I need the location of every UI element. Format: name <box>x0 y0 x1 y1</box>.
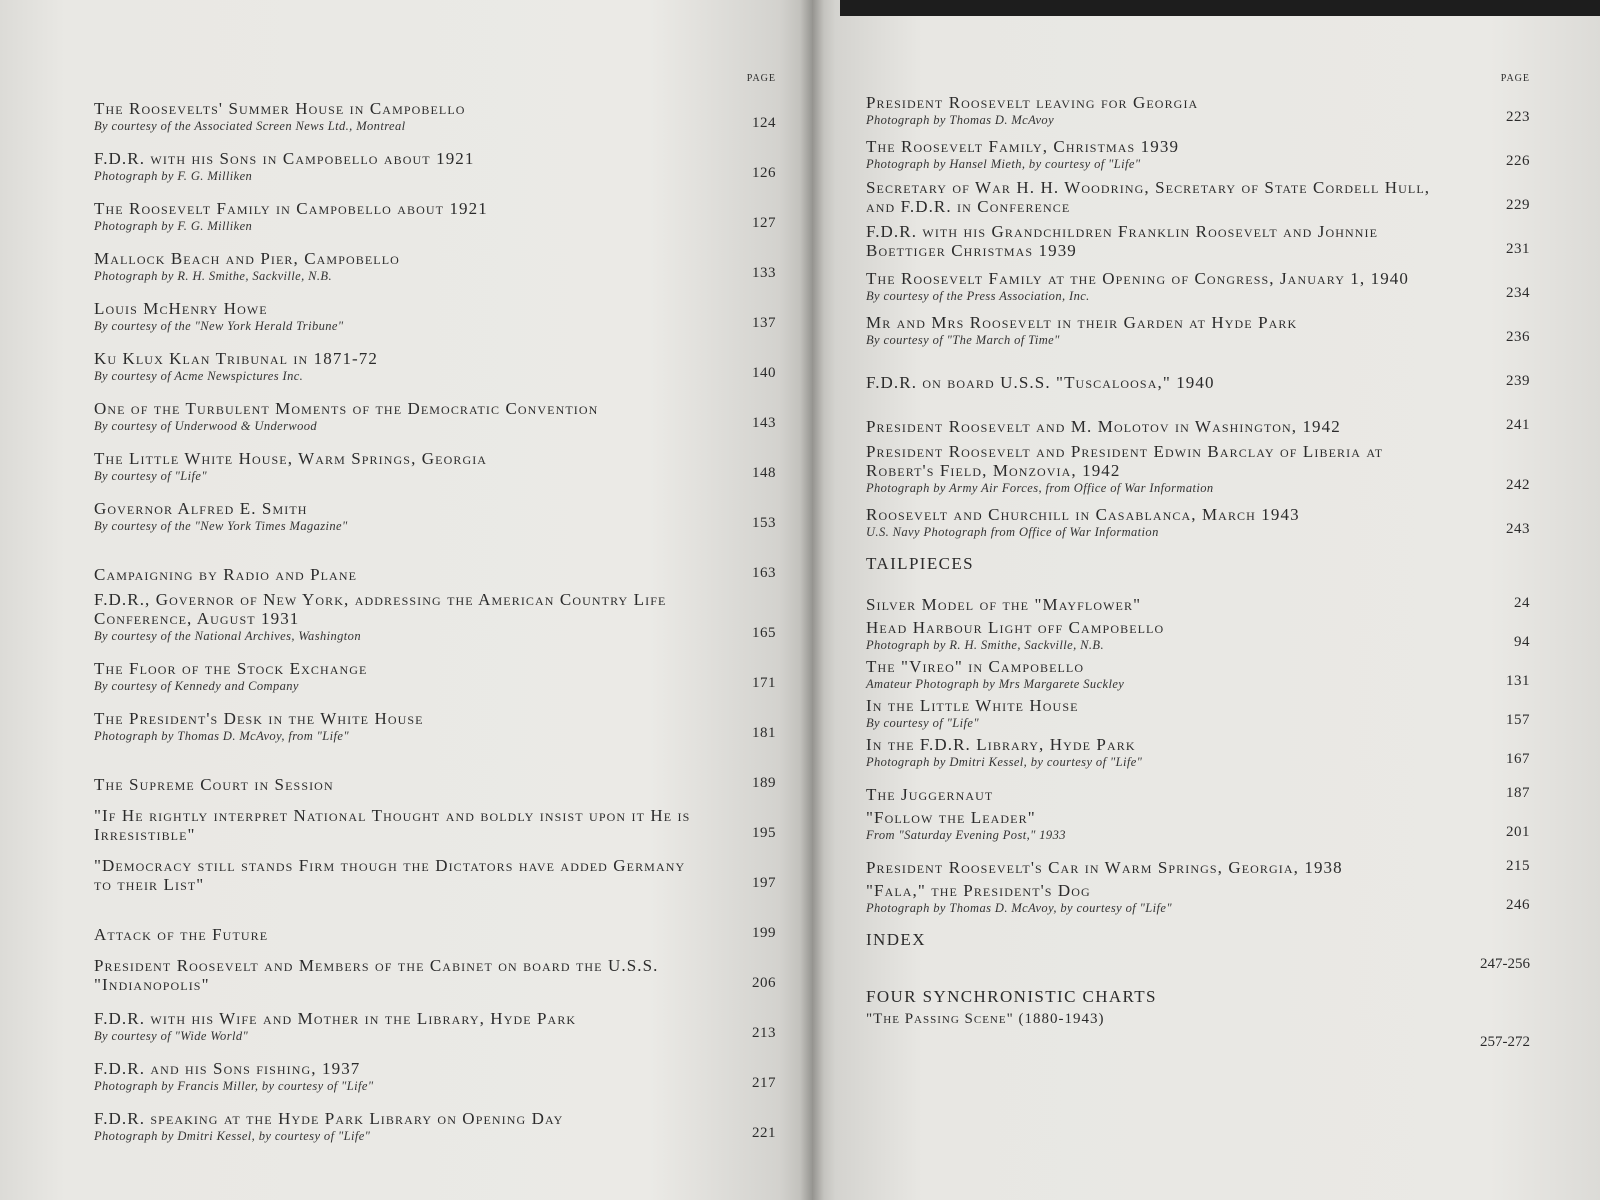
entry-title: Campaigning by Radio and Plane <box>94 565 358 584</box>
contents-entry <box>866 90 1530 128</box>
entry-text <box>866 313 1486 348</box>
entry-text <box>94 1009 732 1044</box>
contents-entry <box>94 290 776 334</box>
contents-entry <box>866 618 1530 653</box>
entry-credit: By courtesy of "The March of Time" <box>866 333 1060 347</box>
contents-entry <box>94 800 776 844</box>
entry-credit: U.S. Navy Photograph from Office of War Information <box>866 525 1159 539</box>
entry-page-number: 241 <box>1506 417 1530 433</box>
entry-page-number: 189 <box>752 775 776 791</box>
entry-title: The Roosevelt Family, Christmas 1939 <box>866 137 1180 156</box>
entry-title: F.D.R. with his Sons in Campobello about 1921 <box>94 149 475 168</box>
entry-text <box>866 735 1486 770</box>
entry-credit: By courtesy of the "New York Times Magazine" <box>94 519 348 533</box>
entry-page-number: 163 <box>752 565 776 581</box>
entry-title: Attack of the Future <box>94 925 269 944</box>
contents-entry <box>94 1100 776 1144</box>
entry-page-number: 24 <box>1514 595 1530 611</box>
contents-entry <box>866 847 1530 877</box>
contents-entry <box>866 774 1530 804</box>
entry-credit: From "Saturday Evening Post," 1933 <box>866 828 1066 842</box>
entry-page-number: 181 <box>752 725 776 741</box>
entry-page-number: 229 <box>1506 197 1530 213</box>
entry-title: Mr and Mrs Roosevelt in their Garden at Hyde Park <box>866 313 1298 332</box>
contents-entry <box>94 900 776 944</box>
contents-entry <box>94 850 776 894</box>
entry-text <box>866 417 1486 436</box>
entry-title: F.D.R. with his Wife and Mother in the Library, Hyde Park <box>94 1009 577 1028</box>
entry-page-number: 199 <box>752 925 776 941</box>
entry-credit: Photograph by R. H. Smithe, Sackville, N.B. <box>94 269 332 283</box>
entry-text <box>94 709 732 744</box>
entry-title: Louis McHenry Howe <box>94 299 268 318</box>
contents-entry <box>866 735 1530 770</box>
contents-entry <box>866 657 1530 692</box>
contents-entry <box>94 950 776 994</box>
entry-text <box>94 499 732 534</box>
contents-entry <box>866 442 1530 496</box>
entry-page-number: 131 <box>1506 673 1530 689</box>
entry-text <box>94 659 732 694</box>
entry-credit: Photograph by R. H. Smithe, Sackville, N.B. <box>866 638 1104 652</box>
entry-page-number: 140 <box>752 365 776 381</box>
entry-page-number: 215 <box>1506 858 1530 874</box>
book-cover-edge <box>840 0 1600 16</box>
entry-text <box>94 856 732 894</box>
contents-entry <box>866 808 1530 843</box>
entry-title: In the Little White House <box>866 696 1079 715</box>
entry-text <box>94 399 732 434</box>
page-column-header: page <box>746 70 776 85</box>
contents-entry <box>94 750 776 794</box>
entry-page-number: 126 <box>752 165 776 181</box>
entry-credit: Photograph by Thomas D. McAvoy <box>866 113 1055 127</box>
entry-title: F.D.R. with his Grandchildren Franklin Roosevelt and Johnnie Boettiger Christmas 1939 <box>866 222 1379 260</box>
entry-page-number: 246 <box>1506 897 1530 913</box>
entry-text <box>866 269 1486 304</box>
entry-page-number: 206 <box>752 975 776 991</box>
contents-entry <box>94 140 776 184</box>
charts-pages: 257-272 <box>1480 1034 1530 1050</box>
contents-entry <box>94 190 776 234</box>
entry-page-number: 143 <box>752 415 776 431</box>
contents-entry <box>866 354 1530 392</box>
entry-page-number: 157 <box>1506 712 1530 728</box>
entry-title: The Juggernaut <box>866 785 994 804</box>
entry-page-number: 165 <box>752 625 776 641</box>
page-column-header: page <box>1500 70 1530 85</box>
entry-credit: By courtesy of "Life" <box>94 469 207 483</box>
entry-text <box>94 565 732 584</box>
contents-entry <box>866 398 1530 436</box>
contents-entry <box>866 696 1530 731</box>
entry-text <box>866 137 1486 172</box>
entry-text <box>94 775 732 794</box>
entry-text <box>866 696 1486 731</box>
entry-title: The Roosevelt Family at the Opening of Congress, January 1, 1940 <box>866 269 1410 288</box>
entry-credit: Photograph by Francis Miller, by courtesy of "Life" <box>94 1079 374 1093</box>
tailpieces-list <box>866 584 1530 916</box>
entry-credit: By courtesy of the Associated Screen News Ltd., Montreal <box>94 119 406 133</box>
entry-title: F.D.R. and his Sons fishing, 1937 <box>94 1059 361 1078</box>
entry-title: "If He rightly interpret National Thought and boldly insist upon it He is Irresistible" <box>94 806 691 844</box>
entry-text <box>94 99 732 134</box>
entry-text <box>866 618 1486 653</box>
entry-credit: Photograph by Dmitri Kessel, by courtesy of "Life" <box>94 1129 371 1143</box>
entry-credit: Photograph by Dmitri Kessel, by courtesy of "Life" <box>866 755 1143 769</box>
entry-page-number: 221 <box>752 1125 776 1141</box>
contents-entry <box>866 222 1530 260</box>
left-entry-list <box>94 90 776 1144</box>
entry-text <box>866 657 1486 692</box>
entry-page-number: 213 <box>752 1025 776 1041</box>
contents-entry <box>94 700 776 744</box>
entry-title: The Little White House, Warm Springs, Georgia <box>94 449 488 468</box>
entry-title: Secretary of War H. H. Woodring, Secretary of State Cordell Hull, and F.D.R. in Conference <box>866 178 1431 216</box>
entry-title: President Roosevelt's Car in Warm Springs, Georgia, 1938 <box>866 858 1343 877</box>
contents-entry <box>866 584 1530 614</box>
charts-subtitle: "The Passing Scene" (1880-1943) <box>866 1011 1105 1027</box>
entry-title: President Roosevelt and President Edwin Barclay of Liberia at Robert's Field, Monzovia, 1942 <box>866 442 1384 480</box>
contents-entry <box>94 650 776 694</box>
charts-section <box>866 987 1530 1051</box>
entry-text <box>94 349 732 384</box>
entry-title: President Roosevelt and M. Molotov in Washington, 1942 <box>866 417 1341 436</box>
contents-entry <box>94 440 776 484</box>
entry-credit: Photograph by Hansel Mieth, by courtesy of "Life" <box>866 157 1141 171</box>
entry-page-number: 234 <box>1506 285 1530 301</box>
entry-page-number: 236 <box>1506 329 1530 345</box>
entry-text <box>866 505 1486 540</box>
entry-title: Roosevelt and Churchill in Casablanca, March 1943 <box>866 505 1300 524</box>
entry-credit: By courtesy of Acme Newspictures Inc. <box>94 369 304 383</box>
entry-text <box>866 595 1486 614</box>
contents-entry <box>94 90 776 134</box>
contents-entry <box>94 490 776 534</box>
entry-credit: By courtesy of the National Archives, Washington <box>94 629 361 643</box>
contents-entry <box>866 310 1530 348</box>
right-entry-list <box>866 90 1530 540</box>
entry-title: One of the Turbulent Moments of the Democratic Convention <box>94 399 599 418</box>
entry-text <box>866 808 1486 843</box>
entry-page-number: 153 <box>752 515 776 531</box>
entry-credit: Photograph by Thomas D. McAvoy, by courtesy of "Life" <box>866 901 1172 915</box>
entry-text <box>94 925 732 944</box>
entry-credit: Photograph by F. G. Milliken <box>94 219 253 233</box>
entry-page-number: 239 <box>1506 373 1530 389</box>
contents-entry <box>866 266 1530 304</box>
entry-title: The Floor of the Stock Exchange <box>94 659 368 678</box>
entry-text <box>866 178 1486 216</box>
right-contents-column <box>866 70 1530 1051</box>
entry-title: The "Vireo" in Campobello <box>866 657 1085 676</box>
entry-credit: Photograph by Army Air Forces, from Office of War Information <box>866 481 1214 495</box>
entry-title: Governor Alfred E. Smith <box>94 499 308 518</box>
entry-text <box>94 199 732 234</box>
entry-title: F.D.R. speaking at the Hyde Park Library on Opening Day <box>94 1109 564 1128</box>
entry-credit: By courtesy of Kennedy and Company <box>94 679 299 693</box>
entry-page-number: 133 <box>752 265 776 281</box>
entry-page-number: 124 <box>752 115 776 131</box>
entry-page-number: 137 <box>752 315 776 331</box>
contents-entry <box>94 540 776 584</box>
entry-page-number: 148 <box>752 465 776 481</box>
index-heading: INDEX <box>866 930 926 949</box>
entry-credit: By courtesy of the "New York Herald Tribune" <box>94 319 344 333</box>
contents-entry <box>94 1050 776 1094</box>
entry-credit: By courtesy of "Wide World" <box>94 1029 249 1043</box>
index-section <box>866 930 1530 973</box>
entry-credit: Amateur Photograph by Mrs Margarete Suckley <box>866 677 1125 691</box>
entry-page-number: 231 <box>1506 241 1530 257</box>
entry-text <box>94 806 732 844</box>
book-gutter <box>800 0 824 1200</box>
entry-text <box>866 222 1486 260</box>
contents-entry <box>866 502 1530 540</box>
entry-title: Head Harbour Light off Campobello <box>866 618 1165 637</box>
entry-page-number: 243 <box>1506 521 1530 537</box>
contents-entry <box>94 1000 776 1044</box>
entry-text <box>866 881 1486 916</box>
contents-entry <box>94 240 776 284</box>
index-pages: 247-256 <box>1480 956 1530 972</box>
entry-title: The Roosevelts' Summer House in Campobello <box>94 99 466 118</box>
entry-text <box>94 1109 732 1144</box>
entry-page-number: 171 <box>752 675 776 691</box>
entry-title: F.D.R., Governor of New York, addressing the American Country Life Conference, August 1931 <box>94 590 667 628</box>
entry-credit: By courtesy of the Press Association, Inc. <box>866 289 1090 303</box>
left-contents-column <box>94 70 776 1150</box>
entry-text <box>94 449 732 484</box>
tailpieces-heading: TAILPIECES <box>866 554 975 573</box>
entry-text <box>94 299 732 334</box>
entry-text <box>94 249 732 284</box>
entry-page-number: 187 <box>1506 785 1530 801</box>
entry-title: The President's Desk in the White House <box>94 709 424 728</box>
entry-page-number: 195 <box>752 825 776 841</box>
entry-text <box>866 93 1486 128</box>
entry-title: The Roosevelt Family in Campobello about 1921 <box>94 199 488 218</box>
entry-credit: By courtesy of "Life" <box>866 716 979 730</box>
charts-heading: FOUR SYNCHRONISTIC CHARTS <box>866 987 1157 1006</box>
entry-page-number: 223 <box>1506 109 1530 125</box>
entry-text <box>866 785 1486 804</box>
entry-credit: Photograph by F. G. Milliken <box>94 169 253 183</box>
entry-title: F.D.R. on board U.S.S. "Tuscaloosa," 1940 <box>866 373 1215 392</box>
entry-text <box>866 442 1486 496</box>
entry-title: Mallock Beach and Pier, Campobello <box>94 249 400 268</box>
entry-page-number: 167 <box>1506 751 1530 767</box>
entry-title: "Fala," the President's Dog <box>866 881 1091 900</box>
contents-entry <box>866 134 1530 172</box>
entry-title: "Follow the Leader" <box>866 808 1036 827</box>
entry-title: "Democracy still stands Firm though the Dictators have added Germany to their List" <box>94 856 686 894</box>
contents-entry <box>94 590 776 644</box>
entry-title: The Supreme Court in Session <box>94 775 334 794</box>
contents-entry <box>94 390 776 434</box>
entry-title: President Roosevelt and Members of the Cabinet on board the U.S.S. "Indianopolis" <box>94 956 659 994</box>
contents-entry <box>94 340 776 384</box>
entry-page-number: 242 <box>1506 477 1530 493</box>
entry-page-number: 197 <box>752 875 776 891</box>
entry-page-number: 201 <box>1506 824 1530 840</box>
entry-credit: By courtesy of Underwood & Underwood <box>94 419 318 433</box>
entry-page-number: 94 <box>1514 634 1530 650</box>
entry-title: Ku Klux Klan Tribunal in 1871-72 <box>94 349 379 368</box>
entry-text <box>866 858 1486 877</box>
entry-text <box>94 149 732 184</box>
entry-credit: Photograph by Thomas D. McAvoy, from "Life" <box>94 729 349 743</box>
contents-entry <box>866 178 1530 216</box>
entry-text <box>94 956 732 994</box>
entry-text <box>94 590 732 644</box>
entry-text <box>866 373 1486 392</box>
entry-page-number: 226 <box>1506 153 1530 169</box>
entry-text <box>94 1059 732 1094</box>
contents-entry <box>866 881 1530 916</box>
entry-title: Silver Model of the "Mayflower" <box>866 595 1142 614</box>
entry-title: President Roosevelt leaving for Georgia <box>866 93 1199 112</box>
entry-page-number: 217 <box>752 1075 776 1091</box>
entry-page-number: 127 <box>752 215 776 231</box>
entry-title: In the F.D.R. Library, Hyde Park <box>866 735 1136 754</box>
